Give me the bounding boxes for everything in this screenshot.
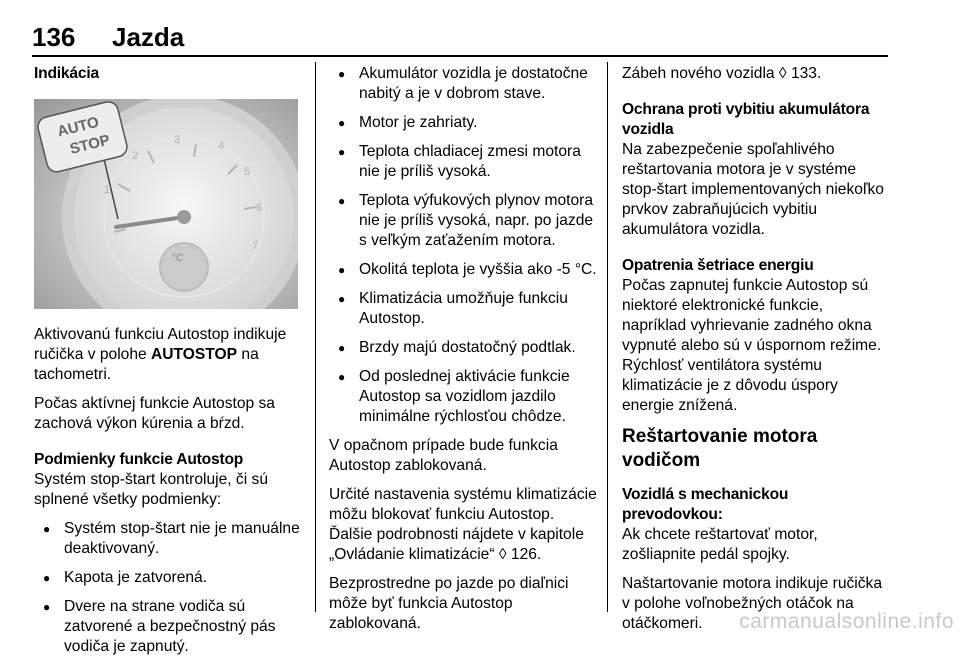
energy-saving-paragraph: Počas zapnutej funkcie Autostop sú niektoré elektronické funkcie, napríklad vyhrievanie zadného okna vypnuté alebo sú v úspornom režime. Rýchlosť ventilátora systému klimatizácie je z dôvodu úspory energie znížená. bbox=[622, 277, 882, 414]
page-number: 136 bbox=[32, 22, 76, 52]
column-divider bbox=[607, 62, 608, 612]
indicator-paragraph: Aktivovanú funkciu Autostop indikuje ručička v polohe AUTOSTOP na tachometri. bbox=[34, 326, 287, 383]
column-divider bbox=[315, 62, 316, 612]
list-item: ● Brzdy majú dostatočný podtlak. bbox=[329, 338, 597, 358]
svg-text:5: 5 bbox=[244, 166, 251, 178]
list-item: ● Systém stop-štart nie je manuálne deaktivovaný. bbox=[34, 519, 300, 559]
restart-heading: Reštartovanie motora vodičom bbox=[622, 426, 818, 471]
temperature-label: °C bbox=[172, 253, 184, 264]
column-2 bbox=[329, 64, 597, 643]
conditions-intro: Systém stop-štart kontroluje, či sú splnené všetky podmienky: bbox=[34, 471, 268, 508]
blocked-paragraph: V opačnom prípade bude funkcia Autostop zablokovaná. bbox=[329, 437, 558, 474]
list-item: ● Od poslednej aktivácie funkcie Autostop sa vozidlom jazdilo minimálne rýchlosťou chôdze. bbox=[329, 367, 597, 427]
section-heading-indication: Indikácia bbox=[34, 65, 99, 82]
list-item: ● Motor je zahriaty. bbox=[329, 113, 597, 133]
watermark: carmanualsonline.info bbox=[739, 610, 954, 633]
svg-text:1: 1 bbox=[104, 184, 111, 196]
manual-transmission-heading: Vozidlá s mechanickou prevodovkou: bbox=[622, 486, 789, 523]
list-item: ● Okolitá teplota je vyššia ako -5 °C. bbox=[329, 260, 597, 280]
list-item: ● Teplota výfukových plynov motora nie je príliš vysoká, napr. po jazde s veľkým zaťažením motora. bbox=[329, 191, 597, 251]
list-item: ● Teplota chladiacej zmesi motora nie je príliš vysoká. bbox=[329, 142, 597, 182]
climate-paragraph: Určité nastavenia systému klimatizácie môžu blokovať funkciu Autostop. Ďalšie podrobnosti nájdete v kapitole „Ovládanie klimatizácie“ ◊ 126. bbox=[329, 486, 597, 563]
header-rule bbox=[32, 55, 888, 57]
clutch-paragraph: Ak chcete reštartovať motor, zošliapnite pedál spojky. bbox=[622, 526, 818, 563]
svg-text:3: 3 bbox=[174, 134, 181, 146]
conditions-list bbox=[34, 519, 300, 657]
page-header bbox=[32, 22, 888, 52]
column-3 bbox=[622, 64, 890, 643]
idle-indicator-paragraph: Naštartovanie motora indikuje ručička v polohe voľnobežných otáčok na otáčkomeri. bbox=[622, 575, 883, 632]
svg-text:2: 2 bbox=[132, 150, 139, 162]
list-item: ● Dvere na strane vodiča sú zatvorené a bezpečnostný pás vodiča je zapnutý. bbox=[34, 597, 300, 657]
svg-text:4: 4 bbox=[218, 140, 225, 152]
list-item: ● Kapota je zatvorená. bbox=[34, 568, 300, 588]
conditions-list-continued bbox=[329, 64, 597, 427]
energy-saving-heading: Opatrenia šetriace energiu bbox=[622, 257, 814, 274]
tachometer-illustration bbox=[34, 99, 298, 309]
chapter-title: Jazda bbox=[112, 22, 185, 52]
list-item: ● Klimatizácia umožňuje funkciu Autostop. bbox=[329, 289, 597, 329]
list-item: ● Akumulátor vozidla je dostatočne nabitý a je v dobrom stave. bbox=[329, 64, 597, 104]
stop-label: STOP bbox=[68, 131, 112, 158]
svg-text:6: 6 bbox=[256, 202, 263, 214]
battery-protection-paragraph: Na zabezpečenie spoľahlivého reštartovania motora je v systéme stop-štart implementovaných niekoľko prvkov zabraňujúcich vybitiu akumulátora vozidla. bbox=[622, 141, 884, 238]
svg-text:7: 7 bbox=[252, 240, 259, 252]
running-in-paragraph: Zábeh nového vozidla ◊ 133. bbox=[622, 65, 822, 82]
auto-label: AUTO bbox=[55, 113, 101, 141]
needle-hub bbox=[177, 210, 191, 224]
highway-paragraph: Bezprostredne po jazde po diaľnici môže byť funkcia Autostop zablokovaná. bbox=[329, 575, 569, 632]
battery-protection-heading: Ochrana proti vybitiu akumulátora vozidla bbox=[622, 101, 870, 138]
conditions-heading: Podmienky funkcie Autostop bbox=[34, 451, 244, 468]
heating-paragraph: Počas aktívnej funkcie Autostop sa zachová výkon kúrenia a bŕzd. bbox=[34, 395, 275, 432]
column-1 bbox=[34, 64, 300, 666]
temperature-gauge bbox=[160, 243, 208, 291]
